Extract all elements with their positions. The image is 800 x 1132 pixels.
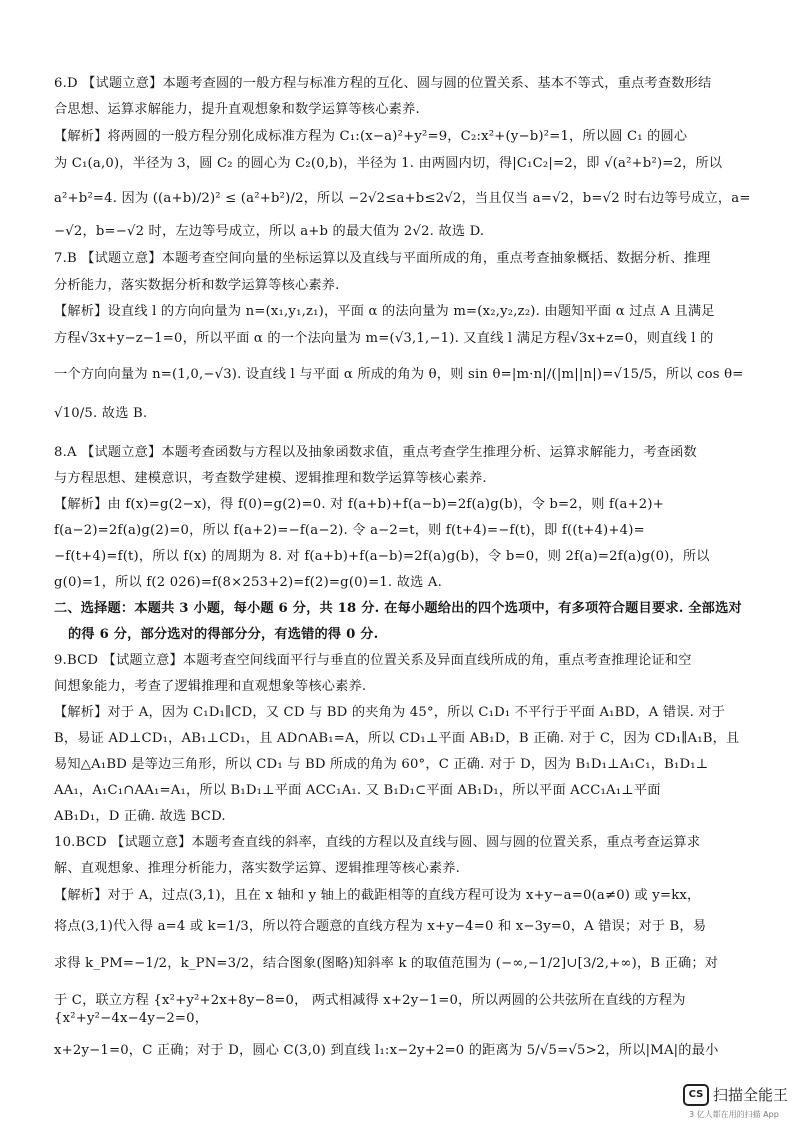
camscanner-watermark	[683, 1082, 793, 1122]
q9-line-5: 易知△A₁BD 是等边三角形，所以 CD₁ 与 BD 所成的角为 60°，C 正确. 对于 D，因为 B₁D₁⊥A₁C₁，B₁D₁⊥	[54, 757, 709, 772]
q10-line-1: 10.BCD 【试题立意】本题考查直线的斜率，直线的方程以及直线与圆、圆与圆的位置关系，重点考查运算求	[54, 835, 701, 850]
q8-line-3: 【解析】由 f(x)=g(2−x)，得 f(0)=g(2)=0. 对 f(a+b)+f(a−b)=2f(a)g(b)，令 b=2，则 f(a+2)+	[54, 497, 664, 512]
watermark-tagline: 3 亿人都在用的扫描 App	[689, 1110, 779, 1119]
q6-line-3: 【解析】将两圆的一般方程分别化成标准方程为 C₁:(x−a)²+y²=9，C₂:x²+(y−b)²=1，所以圆 C₁ 的圆心	[54, 129, 688, 144]
q9-line-4: B，易证 AD⊥CD₁，AB₁⊥CD₁，且 AD∩AB₁=A，所以 CD₁⊥平面 AB₁D，B 正确. 对于 C，因为 CD₁∥A₁B，且	[54, 731, 740, 746]
q9-line-3: 【解析】对于 A，因为 C₁D₁∥CD，又 CD 与 BD 的夹角为 45°，所以 C₁D₁ 不平行于平面 A₁BD，A 错误. 对于	[54, 705, 726, 720]
q8-line-1: 8.A 【试题立意】本题考查函数与方程以及抽象函数求值，重点考查学生推理分析、运算求解能力，考查函数	[54, 445, 697, 460]
q7-line-3: 【解析】设直线 l 的方向向量为 n=(x₁,y₁,z₁)，平面 α 的法向量为 m=(x₂,y₂,z₂). 由题知平面 α 过点 A 且满足	[54, 304, 715, 319]
section-2-heading-line-1: 二、选择题：本题共 3 小题，每小题 6 分，共 18 分. 在每小题给出的四个选项中，有多项符合题目要求. 全部选对	[54, 601, 742, 616]
watermark-name: 扫描全能王	[713, 1086, 789, 1104]
q10-line-5: 求得 k_PM=−1/2，k_PN=3/2，结合图象(图略)知斜率 k 的取值范围为 (−∞,−1/2]∪[3/2,+∞)，B 正确；对	[54, 956, 719, 971]
q6-line-1: 6.D 【试题立意】本题考查圆的一般方程与标准方程的互化、圆与圆的位置关系、基本不等式，重点考查数形结	[54, 76, 712, 91]
q10-line-7: {x²+y²−4x−4y−2=0，	[54, 1011, 209, 1026]
q9-line-6: AA₁，A₁C₁∩AA₁=A₁，所以 B₁D₁⊥平面 ACC₁A₁. 又 B₁D₁⊂平面 AB₁D₁，所以平面 ACC₁A₁⊥平面	[54, 783, 661, 798]
q6-line-2: 合思想、运算求解能力，提升直观想象和数学运算等核心素养.	[54, 102, 420, 117]
q6-line-5: a²+b²=4. 因为 ((a+b)/2)² ≤ (a²+b²)/2，所以 −2√2≤a+b≤2√2，当且仅当 a=√2，b=√2 时右边等号成立，a=	[54, 191, 751, 206]
q8-line-5: −f(t+4)=f(t)，所以 f(x) 的周期为 8. 对 f(a+b)+f(a−b)=2f(a)g(b)，令 b=0，则 2f(a)=2f(a)g(0)，所以	[54, 549, 710, 564]
section-2-heading-line-2: 的得 6 分，部分选对的得部分分，有选错的得 0 分.	[68, 627, 379, 642]
q7-line-4: 方程√3x+y−z−1=0，所以平面 α 的一个法向量为 m=(√3,1,−1). 又直线 l 满足方程√3x+z=0，则直线 l 的	[54, 331, 714, 346]
q10-line-2: 解、直观想象、推理分析能力，落实数学运算、逻辑推理等核心素养.	[54, 861, 461, 876]
q6-line-4: 为 C₁(a,0)，半径为 3，圆 C₂ 的圆心为 C₂(0,b)，半径为 1. 由两圆内切，得|C₁C₂|=2，即 √(a²+b²)=2，所以	[54, 156, 723, 171]
q9-line-1: 9.BCD 【试题立意】本题考查空间线面平行与垂直的位置关系及异面直线所成的角，重点考查推理论证和空	[54, 653, 692, 668]
q7-line-5: 一个方向向量为 n=(1,0,−√3). 设直线 l 与平面 α 所成的角为 θ，则 sin θ=|m·n|/(|m||n|)=√15/5，所以 cos θ=	[54, 367, 744, 382]
q10-line-4: 将点(3,1)代入得 a=4 或 k=1/3，所以符合题意的直线方程为 x+y−4=0 和 x−3y=0，A 错误；对于 B，易	[54, 919, 707, 934]
q10-line-8: x+2y−1=0，C 正确；对于 D，圆心 C(3,0) 到直线 l₁:x−2y+2=0 的距离为 5/√5=√5>2，所以|MA|的最小	[54, 1043, 719, 1058]
q10-line-6: 于 C，联立方程 {x²+y²+2x+8y−8=0， 两式相减得 x+2y−1=0，所以两圆的公共弦所在直线的方程为	[54, 993, 686, 1008]
q6-line-6: −√2，b=−√2 时，左边等号成立，所以 a+b 的最大值为 2√2. 故选 D.	[54, 224, 485, 239]
q8-line-6: g(0)=1，所以 f(2 026)=f(8×253+2)=f(2)=g(0)=1. 故选 A.	[54, 575, 442, 590]
q8-line-4: f(a−2)=2f(a)g(2)=0，所以 f(a+2)=−f(a−2). 令 a−2=t，则 f(t+4)=−f(t)，即 f((t+4)+4)=	[54, 523, 645, 538]
q9-line-7: AB₁D₁，D 正确. 故选 BCD.	[54, 809, 226, 824]
q10-line-3: 【解析】对于 A，过点(3,1)，且在 x 轴和 y 轴上的截距相等的直线方程可设为 x+y−a=0(a≠0) 或 y=kx，	[54, 888, 701, 903]
q7-line-2: 分析能力，落实数据分析和数学运算等核心素养.	[54, 278, 340, 293]
camscanner-logo-icon: CS	[683, 1084, 709, 1106]
q7-line-6: √10/5. 故选 B.	[54, 406, 148, 421]
q8-line-2: 与方程思想、建模意识，考查数学建模、逻辑推理和数学运算等核心素养.	[54, 471, 487, 486]
q9-line-2: 间想象能力，考查了逻辑推理和直观想象等核心素养.	[54, 679, 367, 694]
q7-line-1: 7.B 【试题立意】本题考查空间向量的坐标运算以及直线与平面所成的角，重点考查抽象概括、数据分析、推理	[54, 251, 711, 266]
